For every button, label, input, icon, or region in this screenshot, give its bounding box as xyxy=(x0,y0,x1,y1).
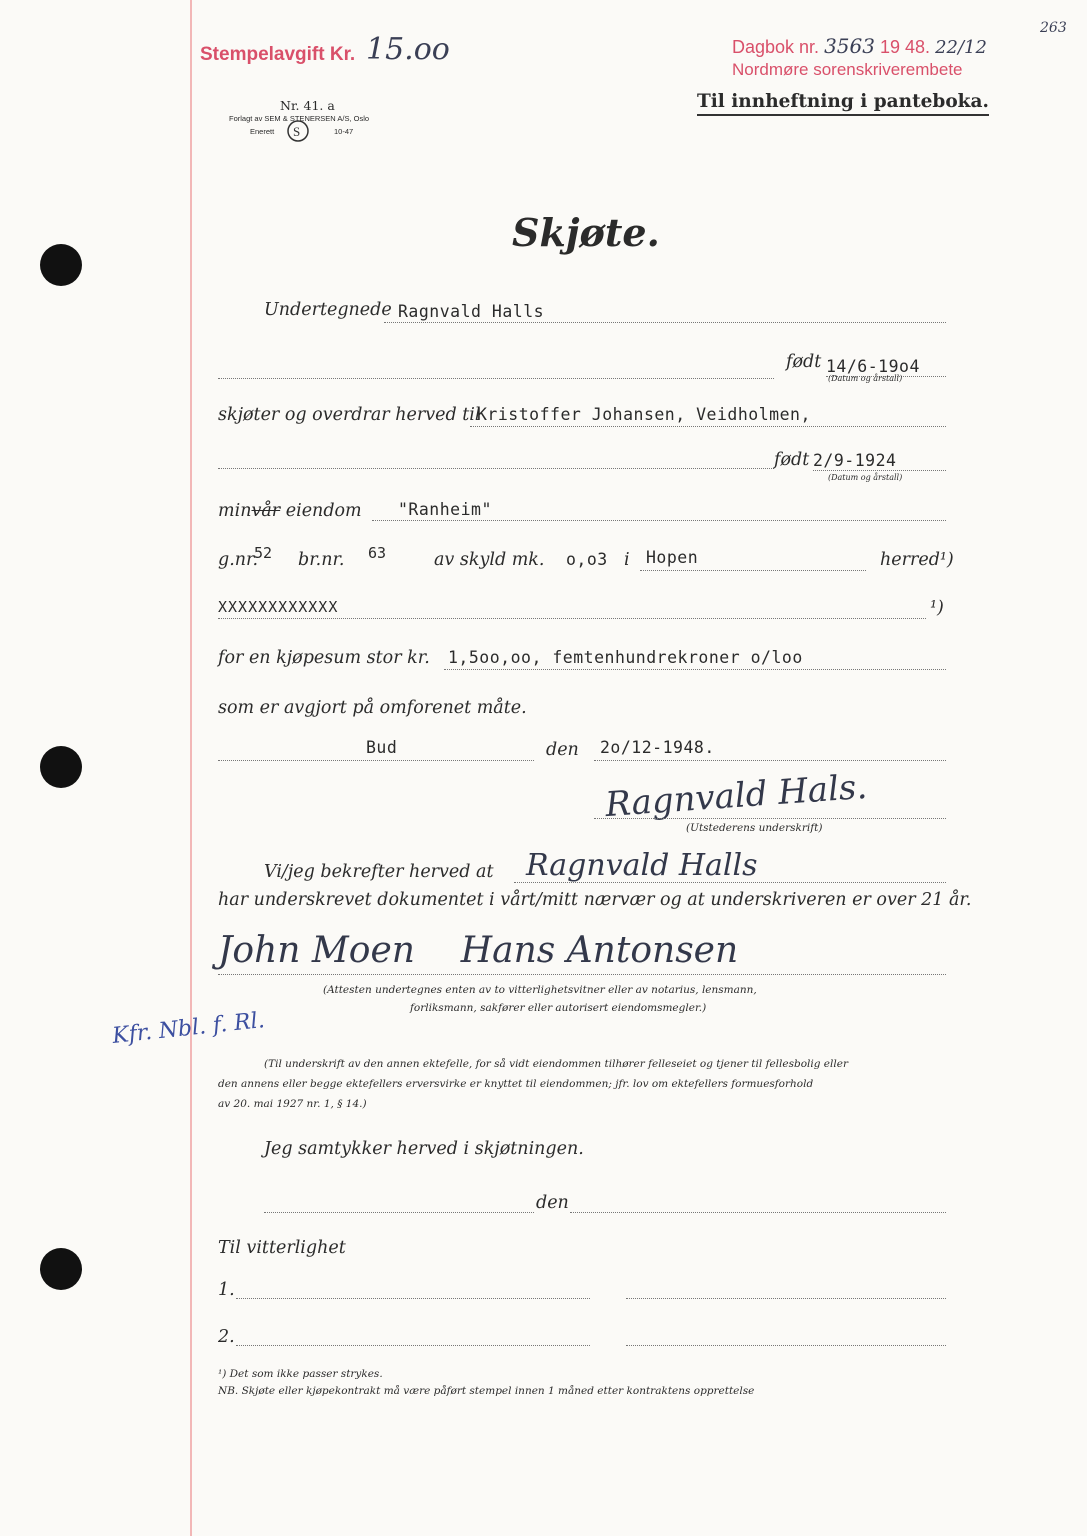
signing-date-label: den xyxy=(546,740,579,760)
grantee-name-line xyxy=(470,426,946,427)
struck-line-text: XXXXXXXXXXXX xyxy=(218,598,339,616)
grantee-name xyxy=(477,405,811,424)
i-label: i xyxy=(624,550,630,570)
skyld-value: o,o3 xyxy=(566,550,608,569)
signing-date: 2o/12-1948. xyxy=(600,738,715,757)
grantor-born-date: 14/6-19o4 xyxy=(826,357,920,376)
grantee-born-date: 2/9-1924 xyxy=(813,451,897,470)
witness-caption-2: forliksmann, sakfører eller autorisert eiendomsmegler.) xyxy=(410,1002,707,1014)
form-number: Nr. 41. a xyxy=(280,98,335,113)
brnr-value: 63 xyxy=(368,544,387,562)
grantee-born-label: født xyxy=(774,450,810,470)
grantor-signature: Ragnvald Hals. xyxy=(603,766,869,826)
signing-place: Bud xyxy=(366,738,398,757)
journal-date: 22/12 xyxy=(935,37,987,58)
witness-confirm-text: har underskrevet dokumentet i vårt/mitt nærvær og at underskriveren er over 21 år. xyxy=(218,890,972,910)
skyld-label: av skyld mk. xyxy=(434,550,545,570)
gnr-label: g.nr. xyxy=(218,550,259,570)
punch-hole-top xyxy=(40,244,82,286)
attest-line-2-label: 2. xyxy=(218,1327,235,1347)
punch-hole-bottom xyxy=(40,1248,82,1290)
property-label-struck: vår xyxy=(251,501,281,521)
spouse-note-3: av 20. mai 1927 nr. 1, § 14.) xyxy=(218,1098,367,1110)
spouse-date-label: den xyxy=(536,1193,569,1213)
grantor-extra-line xyxy=(218,378,774,379)
page-number: 263 xyxy=(1040,20,1067,36)
signature-line xyxy=(594,818,946,819)
struck-line xyxy=(218,618,926,619)
grantee-label: skjøter og overdrar herved til xyxy=(218,405,481,425)
witness-confirm-line xyxy=(514,882,946,883)
witness-caption-1: (Attesten undertegnes enten av to vitterlighetsvitner eller av notarius, lensmann, xyxy=(323,984,757,996)
attest-line-1b xyxy=(626,1298,946,1299)
herred-label: herred¹) xyxy=(880,550,954,570)
property-label-prefix: min xyxy=(218,501,252,521)
property-label xyxy=(218,501,362,521)
witness-confirm-name: Ragnvald Halls xyxy=(526,848,758,883)
punch-hole-middle xyxy=(40,746,82,788)
signing-date-line xyxy=(594,760,946,761)
margin-note: Kfr. Nbl. f. Rl. xyxy=(111,1008,266,1049)
property-name: "Ranheim" xyxy=(398,500,492,519)
herred-line xyxy=(640,570,866,571)
spouse-place-line xyxy=(264,1212,534,1213)
attest-label: Til vitterlighet xyxy=(218,1238,346,1258)
stamp-duty-value: 15.oo xyxy=(366,32,450,67)
attest-line-1-label: 1. xyxy=(218,1280,235,1300)
grantee-name-text: Kristoffer Johansen xyxy=(477,405,676,424)
price-settled: som er avgjort på omforenet måte. xyxy=(218,698,527,718)
publisher-line: Forlagt av SEM & STENERSEN A/S, Oslo xyxy=(229,114,370,123)
stamp-duty-label: Stempelavgift Kr. xyxy=(200,44,356,65)
publisher-date: 10-47 xyxy=(334,127,354,136)
grantee-born-hint: (Datum og årstall) xyxy=(828,473,903,482)
grantor-name: Ragnvald Halls xyxy=(398,302,545,321)
attest-line-2b xyxy=(626,1345,946,1346)
grantor-label: Undertegnede xyxy=(264,300,392,320)
spouse-consent: Jeg samtykker herved i skjøtningen. xyxy=(264,1139,584,1159)
margin-line xyxy=(190,0,192,1536)
spouse-note-2: den annens eller begge ektefellers erversvirke er knyttet til eiendommen; jfr. lov om ektefellers formuesforhold xyxy=(218,1078,814,1090)
signing-place-line xyxy=(218,760,534,761)
journal-label: Dagbok nr. xyxy=(732,37,820,57)
property-label-suffix: eiendom xyxy=(285,501,362,521)
journal-line xyxy=(732,34,987,58)
journal-number: 3563 xyxy=(824,34,875,58)
brnr-label: br.nr. xyxy=(298,550,345,570)
footnote-text: ¹) Det som ikke passer strykes. xyxy=(218,1368,383,1380)
grantor-name-line xyxy=(384,322,946,323)
price-value: 1,5oo,oo, femtenhundrekroner o/loo xyxy=(448,648,803,667)
witness-confirm-label: Vi/jeg bekrefter herved at xyxy=(264,862,494,882)
spouse-date-line xyxy=(570,1212,946,1213)
nb-text: NB. Skjøte eller kjøpekontrakt må være påført stempel innen 1 måned etter kontraktens opprettelse xyxy=(218,1385,755,1397)
footnote-mark: ¹) xyxy=(930,598,944,618)
svg-text:S: S xyxy=(293,124,301,139)
grantee-extra-line xyxy=(218,468,774,469)
property-name-line xyxy=(372,520,946,521)
grantor-born-label: født xyxy=(786,352,822,372)
herred-value: Hopen xyxy=(646,548,699,567)
witness-signature-line xyxy=(218,974,946,975)
signature-caption: (Utstederens underskrift) xyxy=(686,822,823,834)
gnr-value: 52 xyxy=(254,544,273,562)
attest-line-1a xyxy=(236,1298,590,1299)
document-title: Skjøte. xyxy=(512,210,660,255)
office-stamp: Nordmøre sorenskriverembete xyxy=(732,60,963,79)
price-line xyxy=(444,669,946,670)
grantor-born-hint: (Datum og årstall) xyxy=(828,374,903,383)
instruction-text: Til innheftning i panteboka. xyxy=(697,91,989,116)
publisher-enerett: Enerett xyxy=(250,127,275,136)
price-label: for en kjøpesum stor kr. xyxy=(218,648,430,668)
grantee-place: , Veidholmen, xyxy=(675,405,811,424)
spouse-note-1: (Til underskrift av den annen ektefelle, for så vidt eiendommen tilhører felleseiet og tjener til fellesbolig eller xyxy=(264,1058,848,1070)
journal-year: 19 48. xyxy=(880,37,931,57)
publisher-logo-icon xyxy=(285,118,311,144)
attest-line-2a xyxy=(236,1345,590,1346)
witness-signatures: John Moen Hans Antonsen xyxy=(218,930,739,971)
grantee-born-line xyxy=(813,470,946,471)
